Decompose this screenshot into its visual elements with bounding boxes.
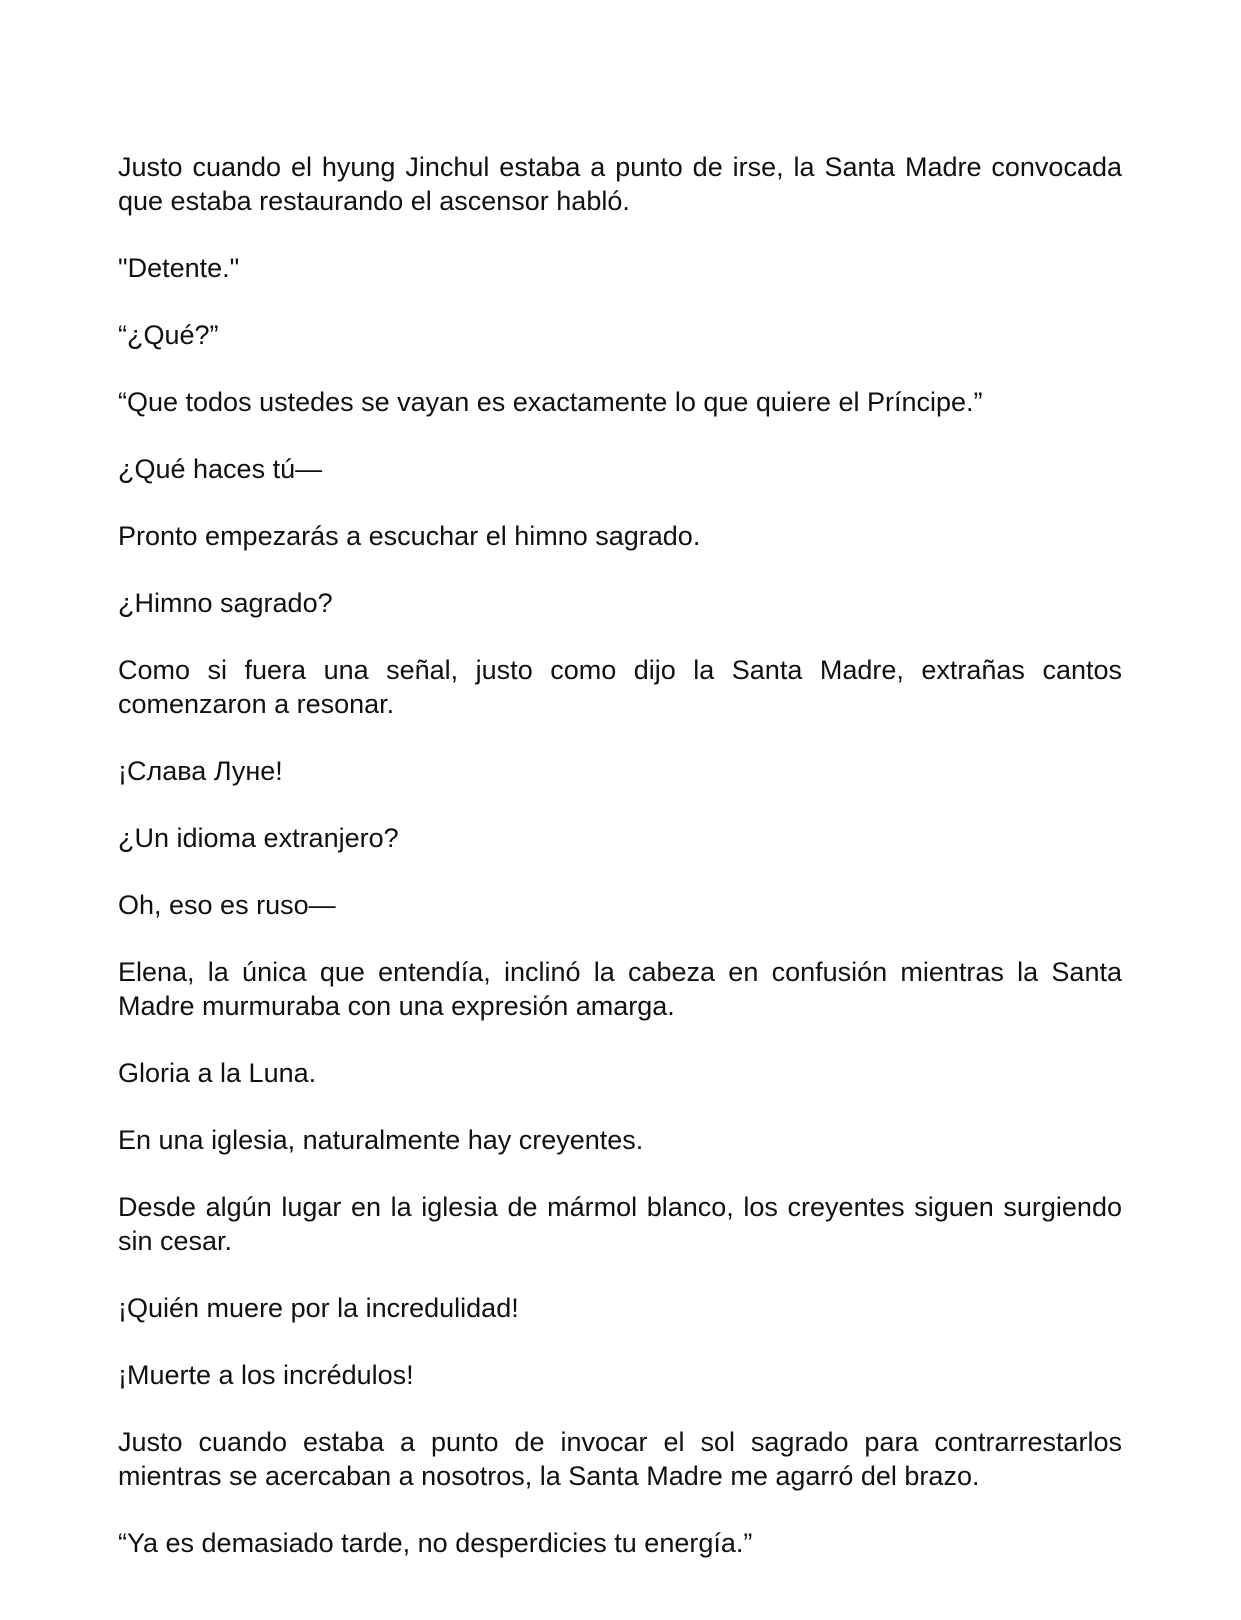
paragraph-2: "Detente." bbox=[118, 253, 240, 283]
paragraph-11: Oh, eso es ruso— bbox=[118, 890, 336, 920]
paragraph-16: ¡Quién muere por la incredulidad! bbox=[118, 1293, 519, 1323]
paragraph-9: ¡Слава Луне! bbox=[118, 756, 283, 786]
paragraph-3: “¿Qué?” bbox=[118, 320, 219, 350]
paragraph-7: ¿Himno sagrado? bbox=[118, 588, 333, 618]
paragraph-14: En una iglesia, naturalmente hay creyentes. bbox=[118, 1125, 644, 1155]
paragraph-1: Justo cuando el hyung Jinchul estaba a punto de irse, la Santa Madre convocada que estaba restaurando el ascensor habló. bbox=[118, 152, 1122, 216]
paragraph-13: Gloria a la Luna. bbox=[118, 1058, 317, 1088]
paragraph-5: ¿Qué haces tú— bbox=[118, 454, 323, 484]
paragraph-4: “Que todos ustedes se vayan es exactamente lo que quiere el Príncipe.” bbox=[118, 387, 983, 417]
paragraph-8: Como si fuera una señal, justo como dijo la Santa Madre, extrañas cantos comenzaron a resonar. bbox=[118, 655, 1122, 719]
paragraph-19: “Ya es demasiado tarde, no desperdicies tu energía.” bbox=[118, 1528, 753, 1558]
paragraph-10: ¿Un idioma extranjero? bbox=[118, 823, 399, 853]
paragraph-18: Justo cuando estaba a punto de invocar el sol sagrado para contrarrestarlos mientras se acercaban a nosotros, la Santa Madre me agarró del brazo. bbox=[118, 1427, 1122, 1491]
document-body bbox=[118, 150, 1122, 1593]
paragraph-12: Elena, la única que entendía, inclinó la cabeza en confusión mientras la Santa Madre murmuraba con una expresión amarga. bbox=[118, 957, 1122, 1021]
paragraph-15: Desde algún lugar en la iglesia de mármol blanco, los creyentes siguen surgiendo sin cesar. bbox=[118, 1192, 1122, 1256]
paragraph-17: ¡Muerte a los incrédulos! bbox=[118, 1360, 414, 1390]
paragraph-6: Pronto empezarás a escuchar el himno sagrado. bbox=[118, 521, 701, 551]
